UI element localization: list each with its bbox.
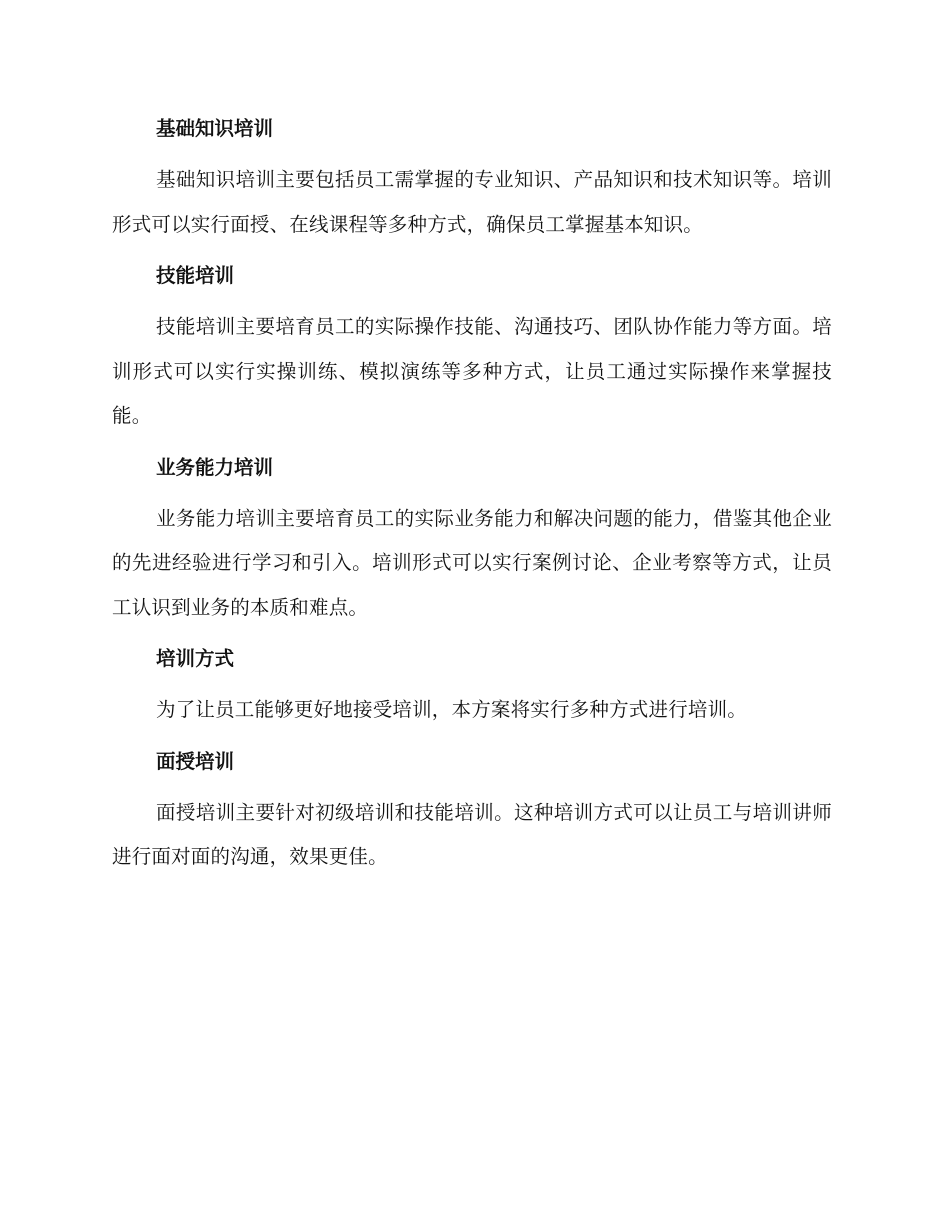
section-training-methods — [112, 642, 832, 733]
section-skill-training — [112, 259, 832, 439]
section-paragraph: 基础知识培训主要包括员工需掌握的专业知识、产品知识和技术知识等。培训形式可以实行面授、在线课程等多种方式，确保员工掌握基本知识。 — [112, 168, 832, 236]
section-business-ability — [112, 451, 832, 631]
section-paragraph: 业务能力培训主要培育员工的实际业务能力和解决问题的能力，借鉴其他企业的先进经验进行学习和引入。培训形式可以实行案例讨论、企业考察等方式，让员工认识到业务的本质和难点。 — [112, 506, 832, 619]
section-face-to-face — [112, 745, 832, 880]
section-basic-knowledge — [112, 112, 832, 247]
document-body — [112, 112, 832, 892]
section-heading: 基础知识培训 — [156, 117, 274, 140]
section-paragraph: 技能培训主要培育员工的实际操作技能、沟通技巧、团队协作能力等方面。培训形式可以实行实操训练、模拟演练等多种方式，让员工通过实际操作来掌握技能。 — [112, 315, 832, 427]
section-heading: 技能培训 — [156, 264, 235, 287]
section-heading: 业务能力培训 — [156, 455, 274, 479]
section-paragraph: 面授培训主要针对初级培训和技能培训。这种培训方式可以让员工与培训讲师进行面对面的沟通，效果更佳。 — [112, 800, 832, 868]
section-paragraph: 为了让员工能够更好地接受培训，本方案将实行多种方式进行培训。 — [156, 698, 748, 721]
section-heading: 面授培训 — [156, 749, 235, 773]
section-heading: 培训方式 — [156, 647, 235, 670]
